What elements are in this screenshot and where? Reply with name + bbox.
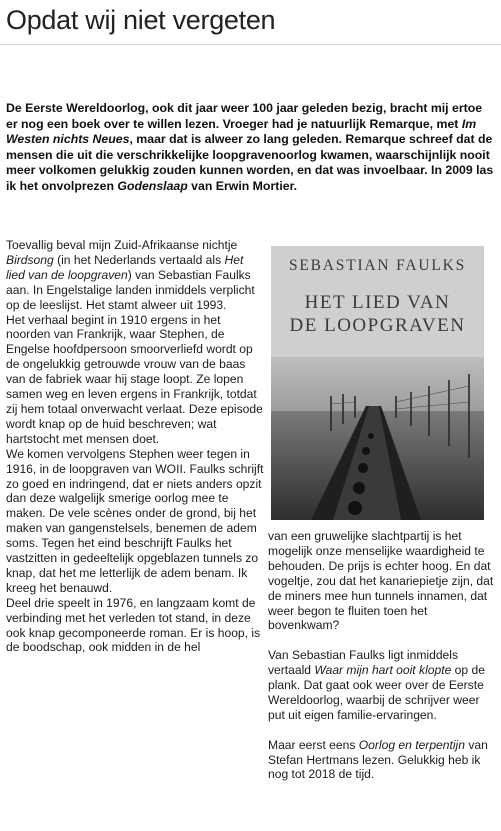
left-p1-text-a: Toevallig beval mijn Zuid-Afrikaanse nichtje — [6, 238, 238, 252]
left-p1-text-b: (in het Nederlands vertaald als — [53, 252, 225, 267]
book-cover-author: SEBASTIAN FAULKS — [288, 257, 467, 274]
book-cover-header — [271, 246, 484, 357]
book-cover-title-line-2: DE LOOPGRAVEN — [289, 315, 466, 336]
right-p3-text-a: Maar eerst eens — [268, 737, 359, 752]
book-cover-image — [271, 246, 484, 520]
book-cover-title — [271, 291, 484, 337]
left-p1-book-birdsong: Birdsong — [6, 252, 54, 267]
right-p3-book-title: Oorlog en terpentijn — [358, 737, 465, 752]
right-paragraph-1: van een gruwelijke slachtpartij is het mogelijk onze menselijke waardigheid te behouden. De prijs is echter hoog. En dat vogeltje, zou dat het kanariepietje zijn, dat de miners mee hun tunnels innamen, dat weer begon te fluiten toen het bovenkwam? — [268, 529, 494, 633]
right-p2-text-b: op de plank. Dat gaat ook weer over de Eerste Wereldoorlog, waarbij de schrijver weer put uit eigen familie-ervaringen. — [268, 663, 485, 722]
left-paragraph-4: Deel drie speelt in 1976, en langzaam komt de verbinding met het verleden tot stand, in deze ook knap gecomponeerde roman. Er is hoop, is de boodschap, ook midden in de hel — [6, 595, 261, 655]
paragraph-spacer — [268, 723, 494, 738]
right-paragraph-2 — [268, 648, 494, 723]
right-p2-book-title: Waar mijn hart ooit klopte — [314, 663, 452, 678]
intro-book-godenslaap: Godenslaap — [117, 178, 188, 193]
left-paragraph-3: We komen vervolgens Stephen weer tegen in 1916, in de loopgraven van WOII. Faulks schrijft zo goed en indringend, dat er niets anders opzit dan deze walgelijk smerige oorlog mee te maken. De vele scènes onder de grond, bij het maken van gangenstelsels, benemen de adem soms. Tegen het eind beschrijft Faulks het vastzitten in gedeeltelijk opgeblazen tunnels zo knap, dat het me letterlijk de adem benam. Ik kreeg het benauwd. — [6, 446, 264, 595]
right-paragraph-3 — [268, 738, 494, 783]
left-p1-text-c: ) van Sebastian Faulks aan. In Engelstalige landen inmiddels verplicht op de leeslijst. Het stamt alweer uit 1993. — [6, 267, 255, 312]
intro-text-1: De Eerste Wereldoorlog, ook dit jaar weer 100 jaar geleden bezig, bracht mij ertoe er nog een boek over te willen lezen. Vroeger had je natuurlijk Remarque, met — [6, 101, 483, 131]
page-title: Opdat wij niet vergeten — [6, 5, 276, 35]
right-column — [268, 529, 494, 782]
intro-paragraph — [6, 101, 494, 194]
right-p2-text-a: Van Sebastian Faulks ligt inmiddels vertaald — [268, 648, 459, 678]
intro-text-2: , maar dat is alweer zo lang geleden. Remarque schreef dat de mensen die uit die verschrikkelijke loopgravenoorlog kwamen, waarschijnlijk nooit meer volkomen gelukkig zouden kunnen worden, en dat was invoelbaar. In 2009 las ik het onvolprezen — [6, 132, 494, 193]
book-cover-title-line-1: HET LIED VAN — [304, 292, 451, 313]
intro-text-3: van Erwin Mortier. — [187, 178, 298, 193]
left-paragraph-1 — [6, 238, 264, 313]
title-divider — [0, 44, 501, 45]
left-column — [6, 238, 264, 655]
intro-book-remarque: Im Westen nichts Neues — [6, 116, 477, 146]
right-p3-text-b: van Stefan Hertmans lezen. Gelukkig heb ik nog tot 2018 de tijd. — [268, 737, 488, 782]
paragraph-spacer — [268, 633, 494, 648]
left-paragraph-2: Het verhaal begint in 1910 ergens in het noorden van Frankrijk, waar Stephen, de Engelse hoofdpersoon smoorverliefd wordt op de ongelukkig getrouwde vrouw van de baas van de fabriek waar hij stage loopt. Ze lopen samen weg en leven ergens in Frankrijk, totdat zij hem totaal onverwacht verlaat. Deze episode wordt knap op de huid beschreven; wat hartstocht met mensen doet. — [6, 312, 263, 446]
left-p1-book-dutch-title: Het lied van de loopgraven — [6, 252, 244, 282]
